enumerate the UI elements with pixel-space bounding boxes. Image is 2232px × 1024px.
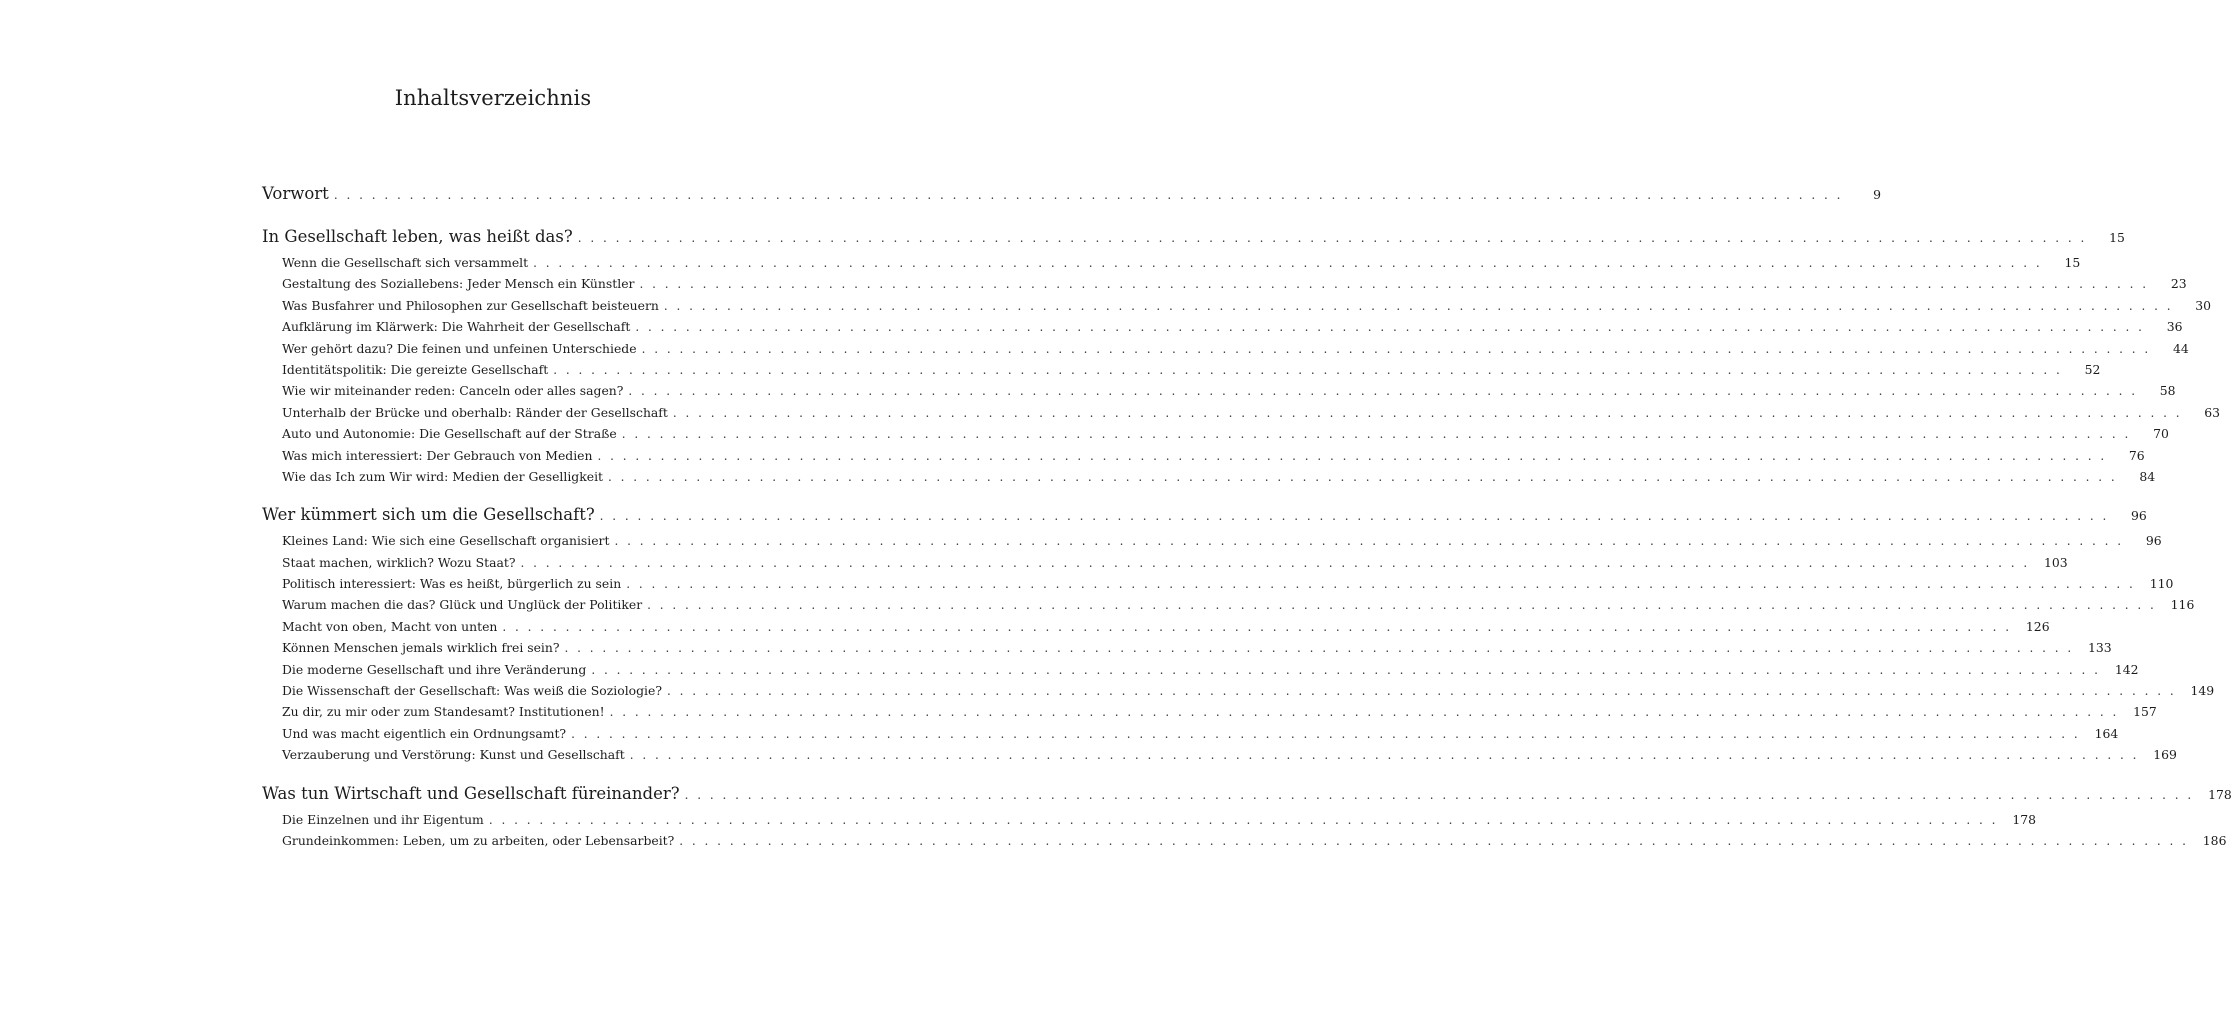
dot-leader: . . . . . . . . . . . . . . . . . . . . . . . . . . . . . . . . . . . . . . . . . . . . . . . . . . . . . . . . . . . . . . . . . . . . . . . . . . . . . . . . . . . . . . . . . . . . . . . . . . . . . . . . . . . . . . . . . . . . . . . . (599, 509, 2109, 524)
toc-entry (262, 725, 2119, 747)
dot-leader: . . . . . . . . . . . . . . . . . . . . . . . . . . . . . . . . . . . . . . . . . . . . . . . . . . . . . . . . . . . . . . . . . . . . . . . . . . . . . . . . . . . . . . . . . . . . . . . . . . . . . . . . . . . . . . . . . . . . . . . . (591, 662, 2101, 677)
toc-chapter-title: Was tun Wirtschaft und Gesellschaft füreinander? (262, 783, 680, 803)
toc-entry (262, 704, 2157, 725)
toc-entry (262, 597, 2195, 618)
toc-entry-title: Was mich interessiert: Der Gebrauch von Medien (282, 447, 593, 463)
dot-leader: . . . . . . . . . . . . . . . . . . . . . . . . . . . . . . . . . . . . . . . . . . . . . . . . . . . . . . . . . . . . . . . . . . . . . . . . . . . . . . . . . . . . . . . . . . . . . . . . . . . . . . . . . . . . . . . . . . . . . . . . (553, 362, 2063, 377)
toc-section (262, 184, 1881, 212)
toc-entry-title: Verzauberung und Verstörung: Kunst und Gesellschaft (282, 747, 625, 763)
toc-entry-page-number: 142 (2114, 661, 2139, 677)
toc-entry-title: Unterhalb der Brücke und oberhalb: Ränder der Gesellschaft (282, 404, 668, 420)
toc-entry-title: Wenn die Gesellschaft sich versammelt (282, 255, 529, 270)
toc-entry (262, 661, 2139, 683)
toc-entry-title: Wer gehört dazu? Die feinen und unfeinen Unterschiede (282, 340, 637, 356)
toc-entry (262, 576, 2174, 597)
toc-entry-page-number: 76 (2128, 447, 2145, 463)
table-of-contents (262, 184, 2232, 869)
dot-leader: . . . . . . . . . . . . . . . . . . . . . . . . . . . . . . . . . . . . . . . . . . . . . . . . . . . . . . . . . . . . . . . . . . . . . . . . . . . . . . . . . . . . . . . . . . . . . . . . . . . . . . . . . . . . . . . . . . . . . . . . (626, 577, 2136, 592)
dot-leader: . . . . . . . . . . . . . . . . . . . . . . . . . . . . . . . . . . . . . . . . . . . . . . . . . . . . . . . . . . . . . . . . . . . . . . . . . . . . . . . . . . . . . . . . . . . . . . . . . . . . . . . . . . . . . . . . . . . . . . . . (614, 534, 2124, 549)
toc-entry-title: Gestaltung des Soziallebens: Jeder Mensch ein Künstler (282, 276, 635, 292)
toc-entry (262, 340, 2189, 362)
toc-chapter-page-number: 178 (2208, 786, 2232, 802)
toc-entry-title: Aufklärung im Klärwerk: Die Wahrheit der Gesellschaft (282, 319, 631, 335)
toc-entry-page-number: 126 (2025, 618, 2050, 634)
toc-entry (262, 554, 2068, 576)
toc-entry-title: Macht von oben, Macht von unten (282, 618, 498, 634)
dot-leader: . . . . . . . . . . . . . . . . . . . . . . . . . . . . . . . . . . . . . . . . . . . . . . . . . . . . . . . . . . . . . . . . . . . . . . . . . . . . . . . . . . . . . . . . . . . . . . . . . . . . . . . . . . . . . . . . . . . . . . . . (666, 684, 2177, 699)
dot-leader: . . . . . . . . . . . . . . . . . . . . . . . . . . . . . . . . . . . . . . . . . . . . . . . . . . . . . . . . . . . . . . . . . . . . . . . . . . . . . . . . . . . . . . . . . . . . . . . . . . . . . . . . . . . . . . . . . . . . . . . . (520, 555, 2030, 570)
toc-entry-title: Warum machen die das? Glück und Unglück der Politiker (282, 597, 643, 613)
toc-entry-title: Zu dir, zu mir oder zum Standesamt? Institutionen! (282, 704, 605, 720)
toc-chapter-title: In Gesellschaft leben, was heißt das? (262, 227, 573, 246)
toc-entry-title: Die moderne Gesellschaft und ihre Veränderung (282, 661, 587, 677)
toc-chapter-page-number: 9 (1873, 187, 1881, 202)
dot-leader: . . . . . . . . . . . . . . . . . . . . . . . . . . . . . . . . . . . . . . . . . . . . . . . . . . . . . . . . . . . . . . . . . . . . . . . . . . . . . . . . . . . . . . . . . . . . . . . . . . . . . . . . . . . . . . . . . . . . . . . . (629, 748, 2139, 763)
toc-entry-title: Die Einzelnen und ihr Eigentum (282, 811, 484, 827)
toc-entry (262, 683, 2215, 704)
toc-entry-page-number: 84 (2139, 468, 2156, 484)
dot-leader: . . . . . . . . . . . . . . . . . . . . . . . . . . . . . . . . . . . . . . . . . . . . . . . . . . . . . . . . . . . . . . . . . . . . . . . . . . . . . . . . . . . . . . . . . . . . . . . . . . . . . . . . . . . . . . . . . . . . . . . . (635, 320, 2145, 335)
toc-entry-page-number: 186 (2202, 832, 2227, 848)
toc-section (262, 505, 2215, 768)
page-title: Inhaltsverzeichnis (394, 86, 592, 110)
toc-entry-title: Und was macht eigentlich ein Ordnungsamt? (282, 725, 567, 741)
dot-leader: . . . . . . . . . . . . . . . . . . . . . . . . . . . . . . . . . . . . . . . . . . . . . . . . . . . . . . . . . . . . . . . . . . . . . . . . . . . . . . . . . . . . . . . . . . . . . . . . . . . . . . . . . . . . . . . . . . . . . . . . (564, 641, 2074, 656)
toc-entry-page-number: 52 (2084, 361, 2101, 377)
toc-entry-title: Grundeinkommen: Leben, um zu arbeiten, oder Lebensarbeit? (282, 832, 675, 848)
toc-entry (262, 361, 2101, 383)
toc-entry-page-number: 70 (2153, 426, 2169, 442)
toc-entry (262, 383, 2176, 404)
toc-entry-title: Identitätspolitik: Die gereizte Gesellschaft (282, 361, 549, 377)
toc-entry-page-number: 164 (2094, 725, 2119, 741)
toc-entry-title: Wie das Ich zum Wir wird: Medien der Geselligkeit (282, 468, 604, 484)
dot-leader: . . . . . . . . . . . . . . . . . . . . . . . . . . . . . . . . . . . . . . . . . . . . . . . . . . . . . . . . . . . . . . . . . . . . . . . . . . . . . . . . . . . . . . . . . . . . . . . . . . . . . . . . . . . . . . . . . . . . . . . . (571, 726, 2081, 741)
dot-leader: . . . . . . . . . . . . . . . . . . . . . . . . . . . . . . . . . . . . . . . . . . . . . . . . . . . . . . . . . . . . . . . . . . . . . . . . . . . . . . . . . . . . . . . . . . . . . . . . . . . . . . . . . . . . . . . . . . . . . . . . (333, 188, 1843, 202)
dot-leader: . . . . . . . . . . . . . . . . . . . . . . . . . . . . . . . . . . . . . . . . . . . . . . . . . . . . . . . . . . . . . . . . . . . . . . . . . . . . . . . . . . . . . . . . . . . . . . . . . . . . . . . . . . . . . . . . . . . . . . . . (641, 341, 2151, 356)
toc-chapter-title: Vorwort (262, 184, 329, 203)
toc-entry (262, 297, 2212, 319)
toc-entry (262, 832, 2227, 854)
dot-leader: . . . . . . . . . . . . . . . . . . . . . . . . . . . . . . . . . . . . . . . . . . . . . . . . . . . . . . . . . . . . . . . . . . . . . . . . . . . . . . . . . . . . . . . . . . . . . . . . . . . . . . . . . . . . . . . . . . . . . . . . (621, 427, 2131, 442)
dot-leader: . . . . . . . . . . . . . . . . . . . . . . . . . . . . . . . . . . . . . . . . . . . . . . . . . . . . . . . . . . . . . . . . . . . . . . . . . . . . . . . . . . . . . . . . . . . . . . . . . . . . . . . . . . . . . . . . . . . . . . . . (488, 812, 1998, 827)
dot-leader: . . . . . . . . . . . . . . . . . . . . . . . . . . . . . . . . . . . . . . . . . . . . . . . . . . . . . . . . . . . . . . . . . . . . . . . . . . . . . . . . . . . . . . . . . . . . . . . . . . . . . . . . . . . . . . . . . . . . . . . . (663, 298, 2174, 313)
toc-entry (262, 533, 2162, 554)
toc-entry-page-number: 58 (2159, 383, 2176, 399)
toc-entry-title: Kleines Land: Wie sich eine Gesellschaft organisiert (282, 533, 610, 549)
toc-entry-page-number: 44 (2172, 340, 2189, 356)
toc-entry-page-number: 96 (2145, 533, 2162, 549)
toc-entry-page-number: 30 (2195, 297, 2212, 313)
toc-entry (262, 404, 2221, 426)
dot-leader: . . . . . . . . . . . . . . . . . . . . . . . . . . . . . . . . . . . . . . . . . . . . . . . . . . . . . . . . . . . . . . . . . . . . . . . . . . . . . . . . . . . . . . . . . . . . . . . . . . . . . . . . . . . . . . . . . . . . . . . . (609, 705, 2119, 720)
dot-leader: . . . . . . . . . . . . . . . . . . . . . . . . . . . . . . . . . . . . . . . . . . . . . . . . . . . . . . . . . . . . . . . . . . . . . . . . . . . . . . . . . . . . . . . . . . . . . . . . . . . . . . . . . . . . . . . . . . . . . . . . (628, 384, 2138, 399)
dot-leader: . . . . . . . . . . . . . . . . . . . . . . . . . . . . . . . . . . . . . . . . . . . . . . . . . . . . . . . . . . . . . . . . . . . . . . . . . . . . . . . . . . . . . . . . . . . . . . . . . . . . . . . . . . . . . . . . . . . . . . . . (597, 448, 2107, 463)
dot-leader: . . . . . . . . . . . . . . . . . . . . . . . . . . . . . . . . . . . . . . . . . . . . . . . . . . . . . . . . . . . . . . . . . . . . . . . . . . . . . . . . . . . . . . . . . . . . . . . . . . . . . . . . . . . . . . . . . . . . . . . . (502, 619, 2012, 634)
toc-entry (262, 447, 2145, 469)
dot-leader: . . . . . . . . . . . . . . . . . . . . . . . . . . . . . . . . . . . . . . . . . . . . . . . . . . . . . . . . . . . . . . . . . . . . . . . . . . . . . . . . . . . . . . . . . . . . . . . . . . . . . . . . . . . . . . . . . . . . . . . . (639, 277, 2149, 292)
toc-entry (262, 811, 2036, 833)
toc-entry-page-number: 36 (2166, 319, 2183, 335)
toc-entry (262, 747, 2177, 768)
toc-entry-title: Staat machen, wirklich? Wozu Staat? (282, 554, 516, 570)
toc-entry-title: Was Busfahrer und Philosophen zur Gesellschaft beisteuern (282, 297, 659, 313)
dot-leader: . . . . . . . . . . . . . . . . . . . . . . . . . . . . . . . . . . . . . . . . . . . . . . . . . . . . . . . . . . . . . . . . . . . . . . . . . . . . . . . . . . . . . . . . . . . . . . . . . . . . . . . . . . . . . . . . . . . . . . . . (577, 231, 2087, 245)
toc-chapter (262, 227, 2125, 255)
toc-entry (262, 276, 2187, 297)
toc-entry-page-number: 110 (2149, 576, 2174, 592)
toc-entry (262, 468, 2156, 490)
dot-leader: . . . . . . . . . . . . . . . . . . . . . . . . . . . . . . . . . . . . . . . . . . . . . . . . . . . . . . . . . . . . . . . . . . . . . . . . . . . . . . . . . . . . . . . . . . . . . . . . . . . . . . . . . . . . . . . . . . . . . . . . (679, 833, 2189, 848)
toc-entry-page-number: 149 (2190, 683, 2215, 699)
toc-entry-page-number: 157 (2133, 704, 2157, 720)
toc-entry-page-number: 103 (2044, 554, 2068, 570)
dot-leader: . . . . . . . . . . . . . . . . . . . . . . . . . . . . . . . . . . . . . . . . . . . . . . . . . . . . . . . . . . . . . . . . . . . . . . . . . . . . . . . . . . . . . . . . . . . . . . . . . . . . . . . . . . . . . . . . . . . . . . . . (684, 787, 2194, 802)
toc-chapter (262, 184, 1881, 212)
toc-entry-page-number: 63 (2204, 404, 2221, 420)
dot-leader: . . . . . . . . . . . . . . . . . . . . . . . . . . . . . . . . . . . . . . . . . . . . . . . . . . . . . . . . . . . . . . . . . . . . . . . . . . . . . . . . . . . . . . . . . . . . . . . . . . . . . . . . . . . . . . . . . . . . . . . . (672, 405, 2183, 420)
toc-entry-title: Die Wissenschaft der Gesellschaft: Was weiß die Soziologie? (282, 683, 662, 699)
toc-chapter-title: Wer kümmert sich um die Gesellschaft? (262, 505, 595, 525)
toc-entry-title: Wie wir miteinander reden: Canceln oder alles sagen? (282, 383, 624, 399)
toc-chapter-page-number: 96 (2131, 508, 2147, 524)
toc-entry-title: Können Menschen jemals wirklich frei sein? (282, 640, 560, 656)
toc-entry (262, 640, 2112, 661)
toc-entry-page-number: 23 (2170, 276, 2187, 292)
toc-entry-page-number: 178 (2012, 811, 2036, 827)
toc-entry (262, 255, 2081, 276)
toc-entry-page-number: 169 (2153, 747, 2177, 763)
toc-entry-title: Politisch interessiert: Was es heißt, bürgerlich zu sein (282, 576, 622, 592)
toc-section (262, 783, 2232, 855)
toc-chapter (262, 505, 2147, 533)
toc-entry (262, 426, 2169, 447)
toc-entry (262, 618, 2050, 640)
dot-leader: . . . . . . . . . . . . . . . . . . . . . . . . . . . . . . . . . . . . . . . . . . . . . . . . . . . . . . . . . . . . . . . . . . . . . . . . . . . . . . . . . . . . . . . . . . . . . . . . . . . . . . . . . . . . . . . . . . . . . . . . (647, 598, 2157, 613)
toc-entry-page-number: 116 (2170, 597, 2195, 613)
dot-leader: . . . . . . . . . . . . . . . . . . . . . . . . . . . . . . . . . . . . . . . . . . . . . . . . . . . . . . . . . . . . . . . . . . . . . . . . . . . . . . . . . . . . . . . . . . . . . . . . . . . . . . . . . . . . . . . . . . . . . . . . (608, 469, 2118, 484)
toc-chapter (262, 783, 2232, 812)
toc-section (262, 227, 2221, 490)
toc-entry-page-number: 133 (2088, 640, 2112, 656)
toc-chapter-page-number: 15 (2109, 230, 2125, 245)
toc-entry-title: Auto und Autonomie: Die Gesellschaft auf der Straße (282, 426, 617, 442)
toc-entry (262, 319, 2183, 340)
dot-leader: . . . . . . . . . . . . . . . . . . . . . . . . . . . . . . . . . . . . . . . . . . . . . . . . . . . . . . . . . . . . . . . . . . . . . . . . . . . . . . . . . . . . . . . . . . . . . . . . . . . . . . . . . . . . . . . . . . . . . . . . (533, 256, 2043, 270)
toc-entry-page-number: 15 (2064, 255, 2081, 270)
